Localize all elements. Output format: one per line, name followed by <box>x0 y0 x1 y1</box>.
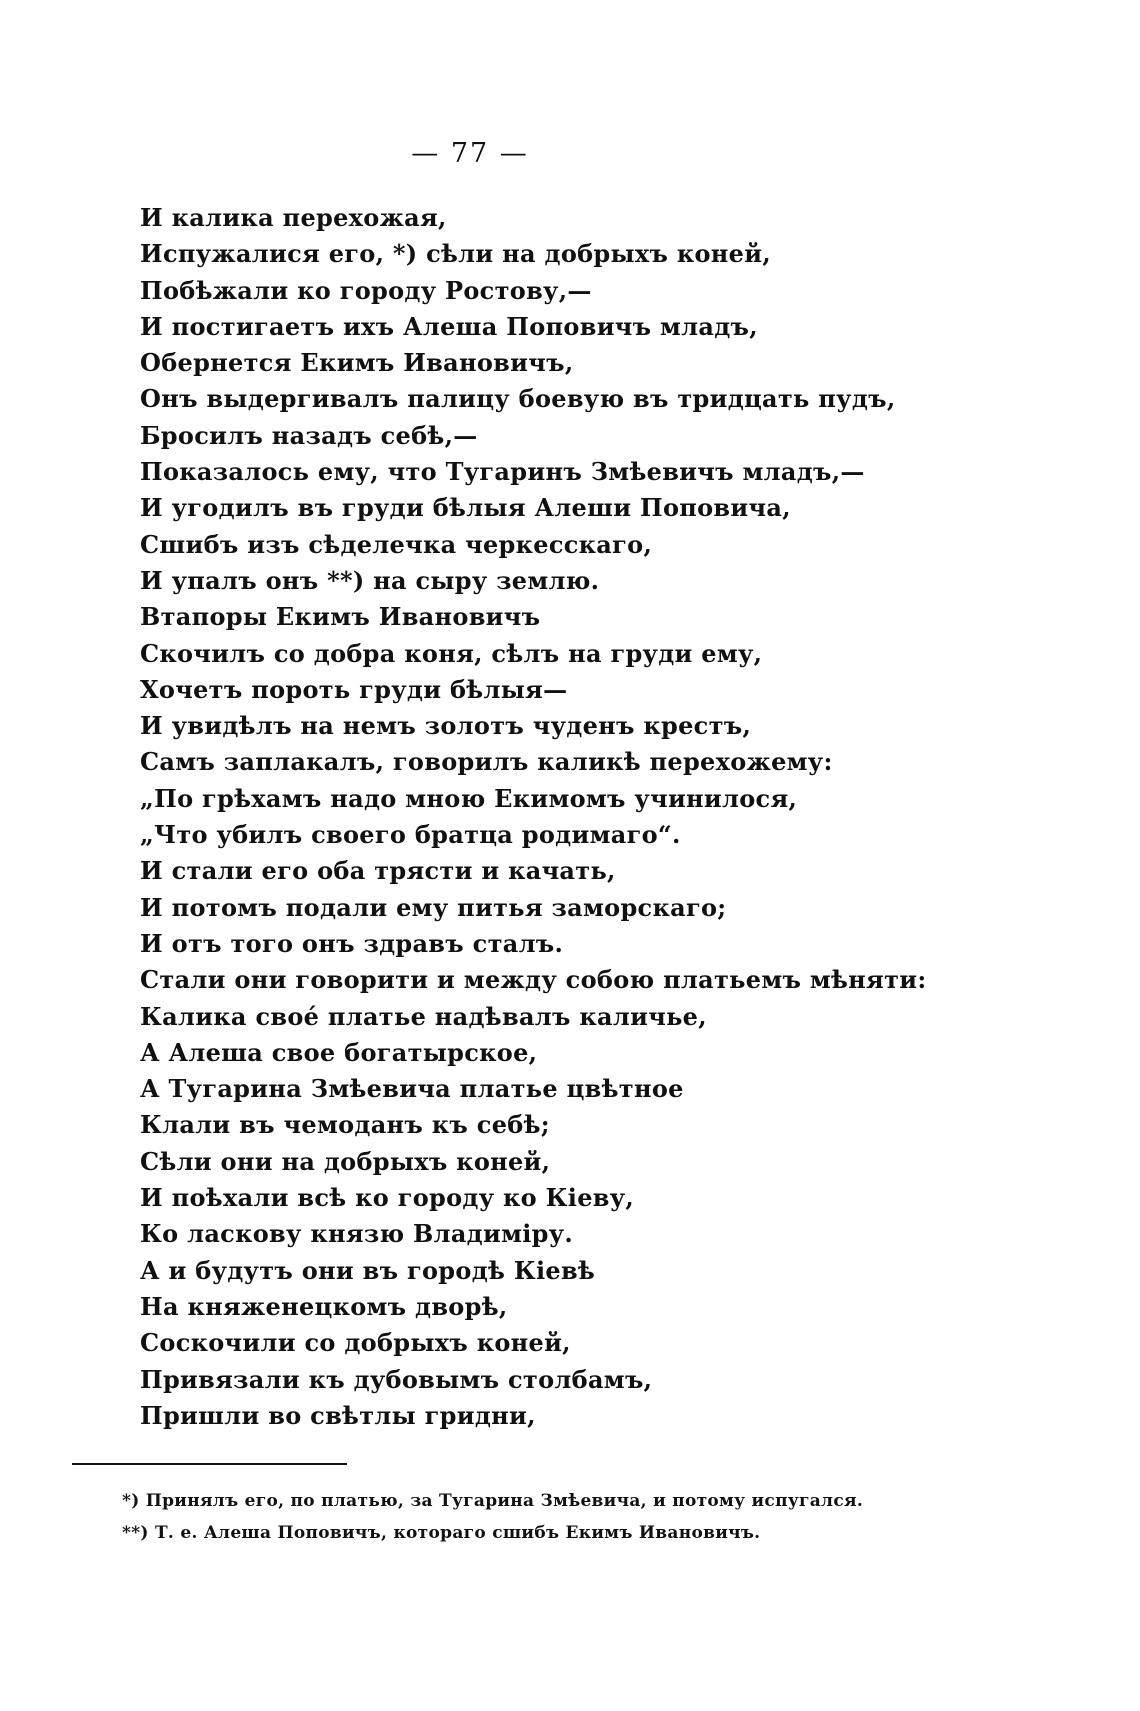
verse-line: Сшибъ изъ сѣделечка черкесскаго, <box>140 529 653 559</box>
verse-line: „По грѣхамъ надо мною Екимомъ учинилося, <box>140 783 798 813</box>
verse-text <box>140 200 1060 1434</box>
verse-line: И упалъ онъ **) на сыру землю. <box>140 565 600 595</box>
verse-line: Ко ласкову князю Владиміру. <box>140 1219 574 1249</box>
verse-line: И поѣхали всѣ ко городу ко Кіеву, <box>140 1183 635 1213</box>
verse-line: Онъ выдергивалъ палицу боевую въ тридцать пудъ, <box>140 384 896 414</box>
verse-line: Пришли во свѣтлы гридни, <box>140 1400 536 1430</box>
verse-line: И увидѣлъ на немъ золотъ чуденъ крестъ, <box>140 711 752 741</box>
footnote: **) Т. е. Алеша Поповичъ, котораго сшибъ Екимъ Ивановичъ. <box>122 1523 761 1543</box>
verse-line: „Что убилъ своего братца родимаго“. <box>140 820 681 850</box>
verse-line: А Тугарина Змѣевича платье цвѣтное <box>140 1074 684 1104</box>
verse-line: И стали его оба трясти и качать, <box>140 856 616 886</box>
verse-line: На княженецкомъ дворѣ, <box>140 1291 508 1321</box>
verse-line: А Алеша свое богатырское, <box>140 1037 538 1067</box>
verse-line: И калика перехожая, <box>140 203 447 232</box>
footnotes <box>122 1485 1022 1549</box>
verse-line: Калика своé платье надѣвалъ каличье, <box>140 1001 707 1031</box>
verse-line: Втапоры Екимъ Ивановичъ <box>140 602 541 632</box>
verse-line: А и будутъ они въ городѣ Кіевѣ <box>140 1255 596 1285</box>
verse-line: Стали они говорити и между собою платьемъ мѣняти: <box>140 965 927 995</box>
verse-line: И потомъ подали ему питья заморскаго; <box>140 892 727 922</box>
footnote: *) Принялъ его, по платью, за Тугарина Змѣевича, и потому испугался. <box>122 1491 864 1511</box>
verse-line: И отъ того онъ здравъ сталъ. <box>140 928 564 958</box>
verse-line: Сѣли они на добрыхъ коней, <box>140 1146 551 1176</box>
verse-line: Показалось ему, что Тугаринъ Змѣевичъ младъ,— <box>140 457 865 487</box>
verse-line: Бросилъ назадъ себѣ,— <box>140 420 478 450</box>
page-number: — 77 — <box>411 138 529 169</box>
verse-line: И угодилъ въ груди бѣлыя Алеши Поповича, <box>140 493 791 523</box>
verse-line: Обернется Екимъ Ивановичъ, <box>140 348 574 378</box>
verse-line: Хочетъ пороть груди бѣлыя— <box>140 674 568 704</box>
verse-line: Привязали къ дубовымъ столбамъ, <box>140 1364 653 1394</box>
verse-line: Соскочили со добрыхъ коней, <box>140 1328 571 1358</box>
verse-line: Скочилъ со добра коня, сѣлъ на груди ему, <box>140 638 763 668</box>
verse-line: Побѣжали ко городу Ростову,— <box>140 275 592 305</box>
footnote-divider <box>72 1463 347 1465</box>
verse-line: Самъ заплакалъ, говорилъ каликѣ перехожему: <box>140 747 833 777</box>
verse-line: И постигаетъ ихъ Алеша Поповичъ младъ, <box>140 311 758 341</box>
verse-line: Испужалися его, *) сѣли на добрыхъ коней, <box>140 239 771 269</box>
verse-line: Клали въ чемоданъ къ себѣ; <box>140 1110 550 1140</box>
